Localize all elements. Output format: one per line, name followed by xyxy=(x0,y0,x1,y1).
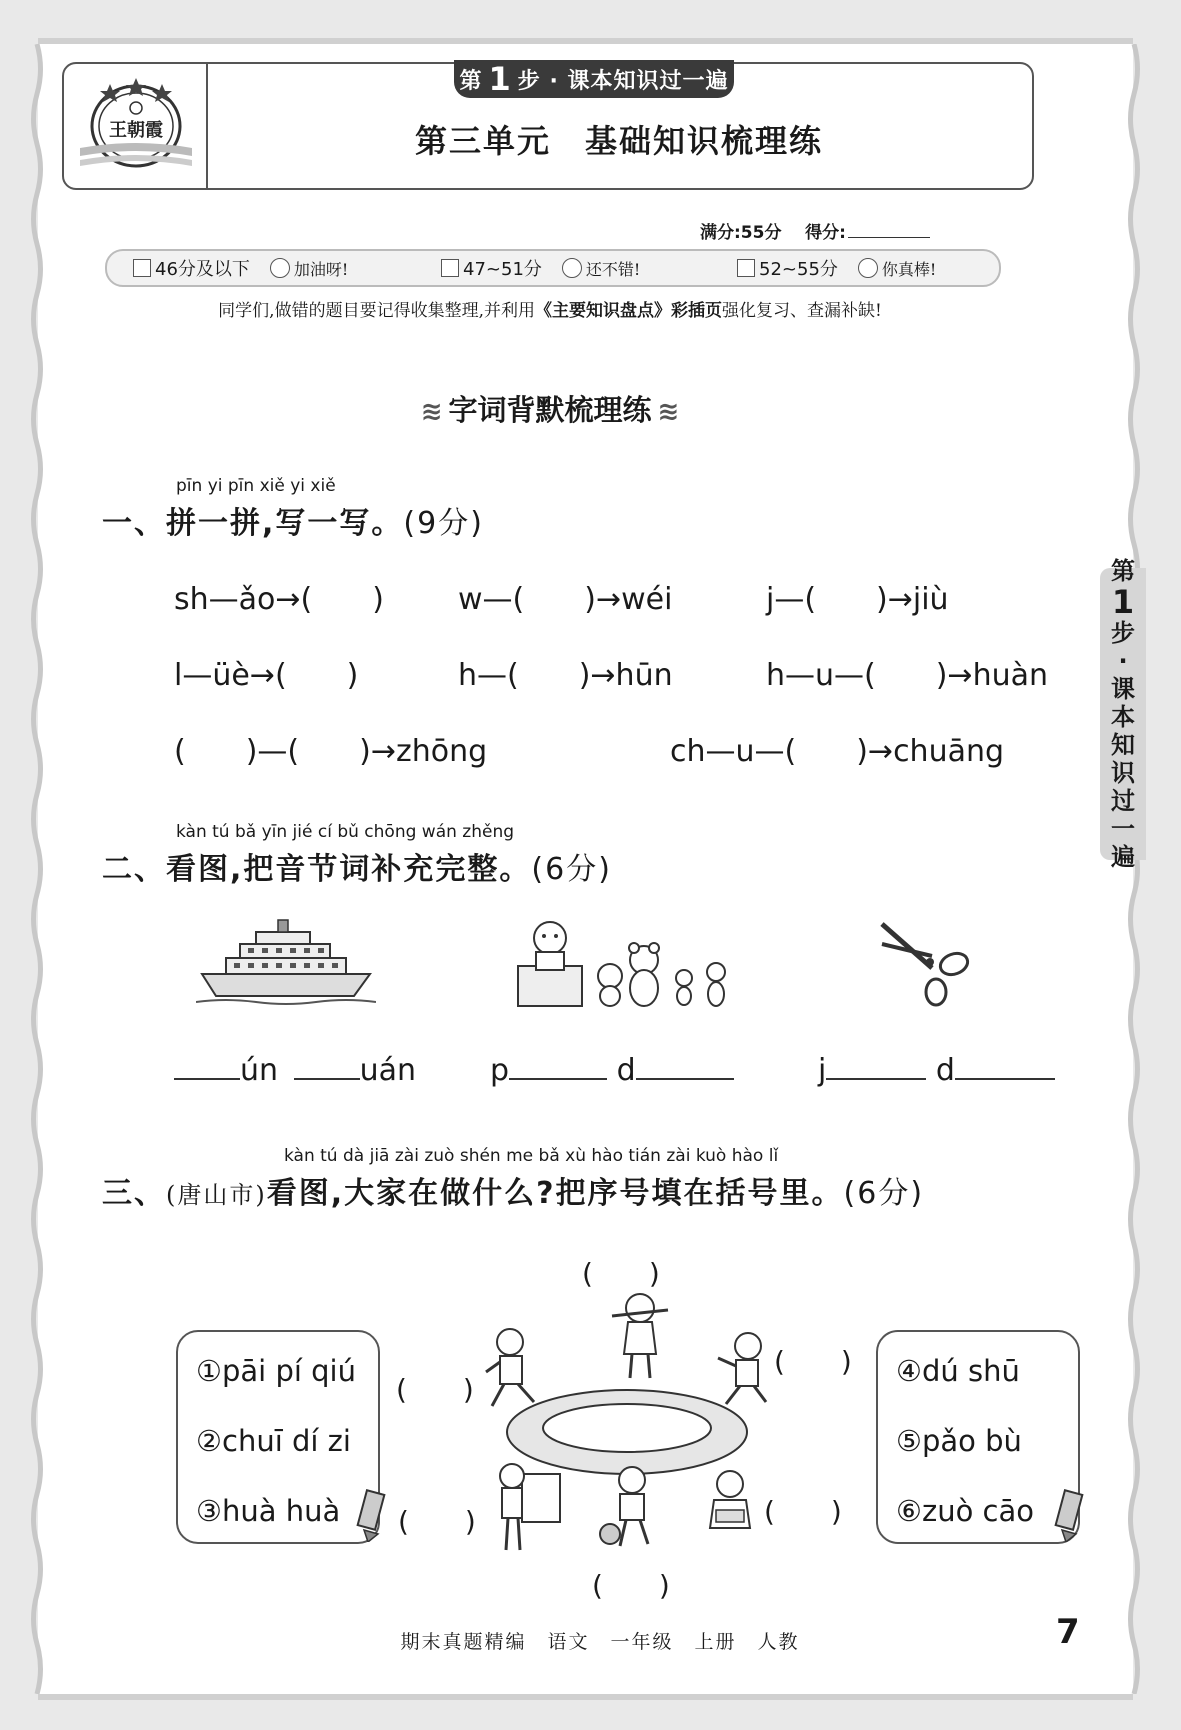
scissors-icon xyxy=(876,916,976,1008)
q2-fill-ship xyxy=(174,1050,416,1088)
step-number: 1 xyxy=(488,60,512,98)
logo-text: 王朝霞 xyxy=(109,120,163,141)
q1-item[interactable]: w—( )→wéi xyxy=(458,582,673,617)
notice-before: 同学们,做错的题目要记得收集整理,并利用 xyxy=(218,301,535,321)
q2-score: (6分) xyxy=(531,852,612,887)
answer-blank[interactable] xyxy=(509,1050,607,1080)
fill-part: d xyxy=(616,1053,636,1088)
publisher-logo xyxy=(80,74,192,174)
grade-bar xyxy=(105,249,1001,287)
side-tab-char: 本 xyxy=(1111,703,1135,731)
toys-icon xyxy=(514,916,734,1010)
q1-item[interactable]: j—( )→jiù xyxy=(766,582,949,617)
page-number: 7 xyxy=(1056,1612,1080,1652)
answer-blank-left-bottom[interactable]: ( ) xyxy=(398,1505,476,1538)
q3-score: (6分) xyxy=(843,1176,925,1211)
grade-level-2 xyxy=(441,255,640,281)
child-drawing-icon xyxy=(500,1464,560,1550)
side-tab-char: 过 xyxy=(1111,787,1135,815)
grade-message: 加油呀! xyxy=(293,259,349,279)
option-item: ③huà huà xyxy=(196,1494,341,1528)
wave-icon: ≋ xyxy=(420,397,443,427)
q1-item[interactable]: h—u—( )→huàn xyxy=(766,658,1048,693)
q3-title-text: 看图,大家在做什么?把序号填在括号里。 xyxy=(266,1176,844,1211)
answer-blank[interactable] xyxy=(955,1050,1055,1080)
face-icon xyxy=(858,258,878,278)
step-suffix: 步 · 课本知识过一遍 xyxy=(517,68,729,94)
q2-pinyin: kàn tú bǎ yīn jié cí bǔ chōng wán zhěng xyxy=(176,822,515,842)
grade-message: 你真棒! xyxy=(881,259,937,279)
q1-item[interactable]: l—üè→( ) xyxy=(174,658,359,693)
q1-title xyxy=(102,498,484,542)
q2-fill-toys xyxy=(490,1050,734,1088)
ship-icon xyxy=(196,916,376,1008)
fill-part: j xyxy=(818,1053,827,1088)
q1-score: (9分) xyxy=(403,506,484,541)
child-exercise-icon xyxy=(718,1333,766,1404)
child-running-icon xyxy=(486,1329,534,1406)
q1-item[interactable]: sh—ǎo→( ) xyxy=(174,582,384,617)
side-tab-char: 一 xyxy=(1111,815,1135,843)
face-icon xyxy=(270,258,290,278)
option-item: ⑤pǎo bù xyxy=(896,1424,1022,1458)
child-ball-icon xyxy=(600,1467,648,1546)
score-label: 得分: xyxy=(805,223,846,243)
unit-header xyxy=(62,62,1034,190)
option-item: ②chuī dí zi xyxy=(196,1424,351,1458)
q1-item[interactable]: ( )—( )→zhōng xyxy=(174,734,488,769)
answer-blank-top[interactable]: ( ) xyxy=(582,1257,660,1290)
answer-blank[interactable] xyxy=(174,1050,240,1080)
notice-text xyxy=(100,296,1000,321)
notice-after: 强化复习、查漏补缺! xyxy=(721,301,882,321)
grade-message: 还不错! xyxy=(585,259,641,279)
checkbox-icon[interactable] xyxy=(133,259,151,277)
side-tab-char: 知 xyxy=(1111,731,1135,759)
fill-part: p xyxy=(490,1053,510,1088)
q3-source: (唐山市) xyxy=(166,1181,267,1209)
q3-pinyin: kàn tú dà jiā zài zuò shén me bǎ xù hào tián zài kuò hào lǐ xyxy=(284,1146,779,1166)
side-tab-char: 1 xyxy=(1111,583,1135,621)
step-prefix: 第 xyxy=(459,68,483,94)
unit-title: 第三单元 基础知识梳理练 xyxy=(414,122,823,160)
child-reading-icon xyxy=(710,1471,750,1528)
footer-text: 期末真题精编 语文 一年级 上册 人教 xyxy=(400,1631,800,1653)
checkbox-icon[interactable] xyxy=(441,259,459,277)
side-tab-char: 课 xyxy=(1111,675,1135,703)
q2-fill-scissors xyxy=(818,1050,1055,1088)
answer-blank[interactable] xyxy=(826,1050,926,1080)
q1-item[interactable]: h—( )→hūn xyxy=(458,658,673,693)
section-title xyxy=(300,388,800,429)
pencil-mascot-icon xyxy=(356,1486,386,1542)
playground-scene xyxy=(482,1288,772,1558)
answer-blank-left-top[interactable]: ( ) xyxy=(396,1373,474,1406)
side-tab-char: 第 xyxy=(1111,557,1135,585)
option-item: ④dú shū xyxy=(896,1354,1020,1388)
pencil-mascot-icon xyxy=(1054,1486,1084,1542)
child-flute-icon xyxy=(612,1294,668,1378)
q1-title-text: 一、拼一拼,写一写。 xyxy=(102,506,404,541)
header-divider xyxy=(206,64,208,188)
wave-icon: ≋ xyxy=(657,397,680,427)
q3-title xyxy=(102,1168,924,1212)
option-item: ⑥zuò cāo xyxy=(896,1494,1035,1528)
q2-title xyxy=(102,844,612,888)
q2-title-text: 二、看图,把音节词补充完整。 xyxy=(102,852,532,887)
fill-part: d xyxy=(935,1053,955,1088)
options-right xyxy=(876,1330,1080,1544)
full-score: 满分:55分 xyxy=(700,223,782,243)
checkbox-icon[interactable] xyxy=(737,259,755,277)
options-left xyxy=(176,1330,380,1544)
face-icon xyxy=(562,258,582,278)
grade-level-1 xyxy=(133,255,348,281)
q3-prefix: 三、 xyxy=(102,1176,166,1211)
grade-range: 52~55分 xyxy=(759,259,838,280)
side-tab-char: · xyxy=(1118,647,1128,675)
grade-range: 47~51分 xyxy=(463,259,542,280)
q1-item[interactable]: ch—u—( )→chuāng xyxy=(670,734,1005,769)
side-step-tab xyxy=(1100,557,1146,871)
answer-blank[interactable] xyxy=(636,1050,734,1080)
score-blank[interactable] xyxy=(848,237,930,238)
answer-blank-right-bottom[interactable]: ( ) xyxy=(764,1495,842,1528)
side-tab-char: 遍 xyxy=(1111,843,1135,871)
step-tab xyxy=(454,60,734,98)
q1-pinyin: pīn yi pīn xiě yi xiě xyxy=(176,476,336,496)
side-tab-char: 步 xyxy=(1111,619,1135,647)
answer-blank-right-top[interactable]: ( ) xyxy=(774,1345,852,1378)
grade-range: 46分及以下 xyxy=(155,259,250,280)
fill-part: ún xyxy=(240,1053,279,1088)
option-item: ①pāi pí qiú xyxy=(196,1354,356,1388)
score-line xyxy=(700,218,930,243)
side-tab-char: 识 xyxy=(1111,759,1135,787)
answer-blank[interactable] xyxy=(294,1050,360,1080)
section-title-text: 字词背默梳理练 xyxy=(448,393,652,427)
left-wavy-border xyxy=(30,44,44,1694)
notice-bold: 《主要知识盘点》彩插页 xyxy=(534,301,722,321)
fill-part: uán xyxy=(359,1053,416,1088)
answer-blank-bottom[interactable]: ( ) xyxy=(592,1569,670,1602)
grade-level-3 xyxy=(737,255,936,281)
